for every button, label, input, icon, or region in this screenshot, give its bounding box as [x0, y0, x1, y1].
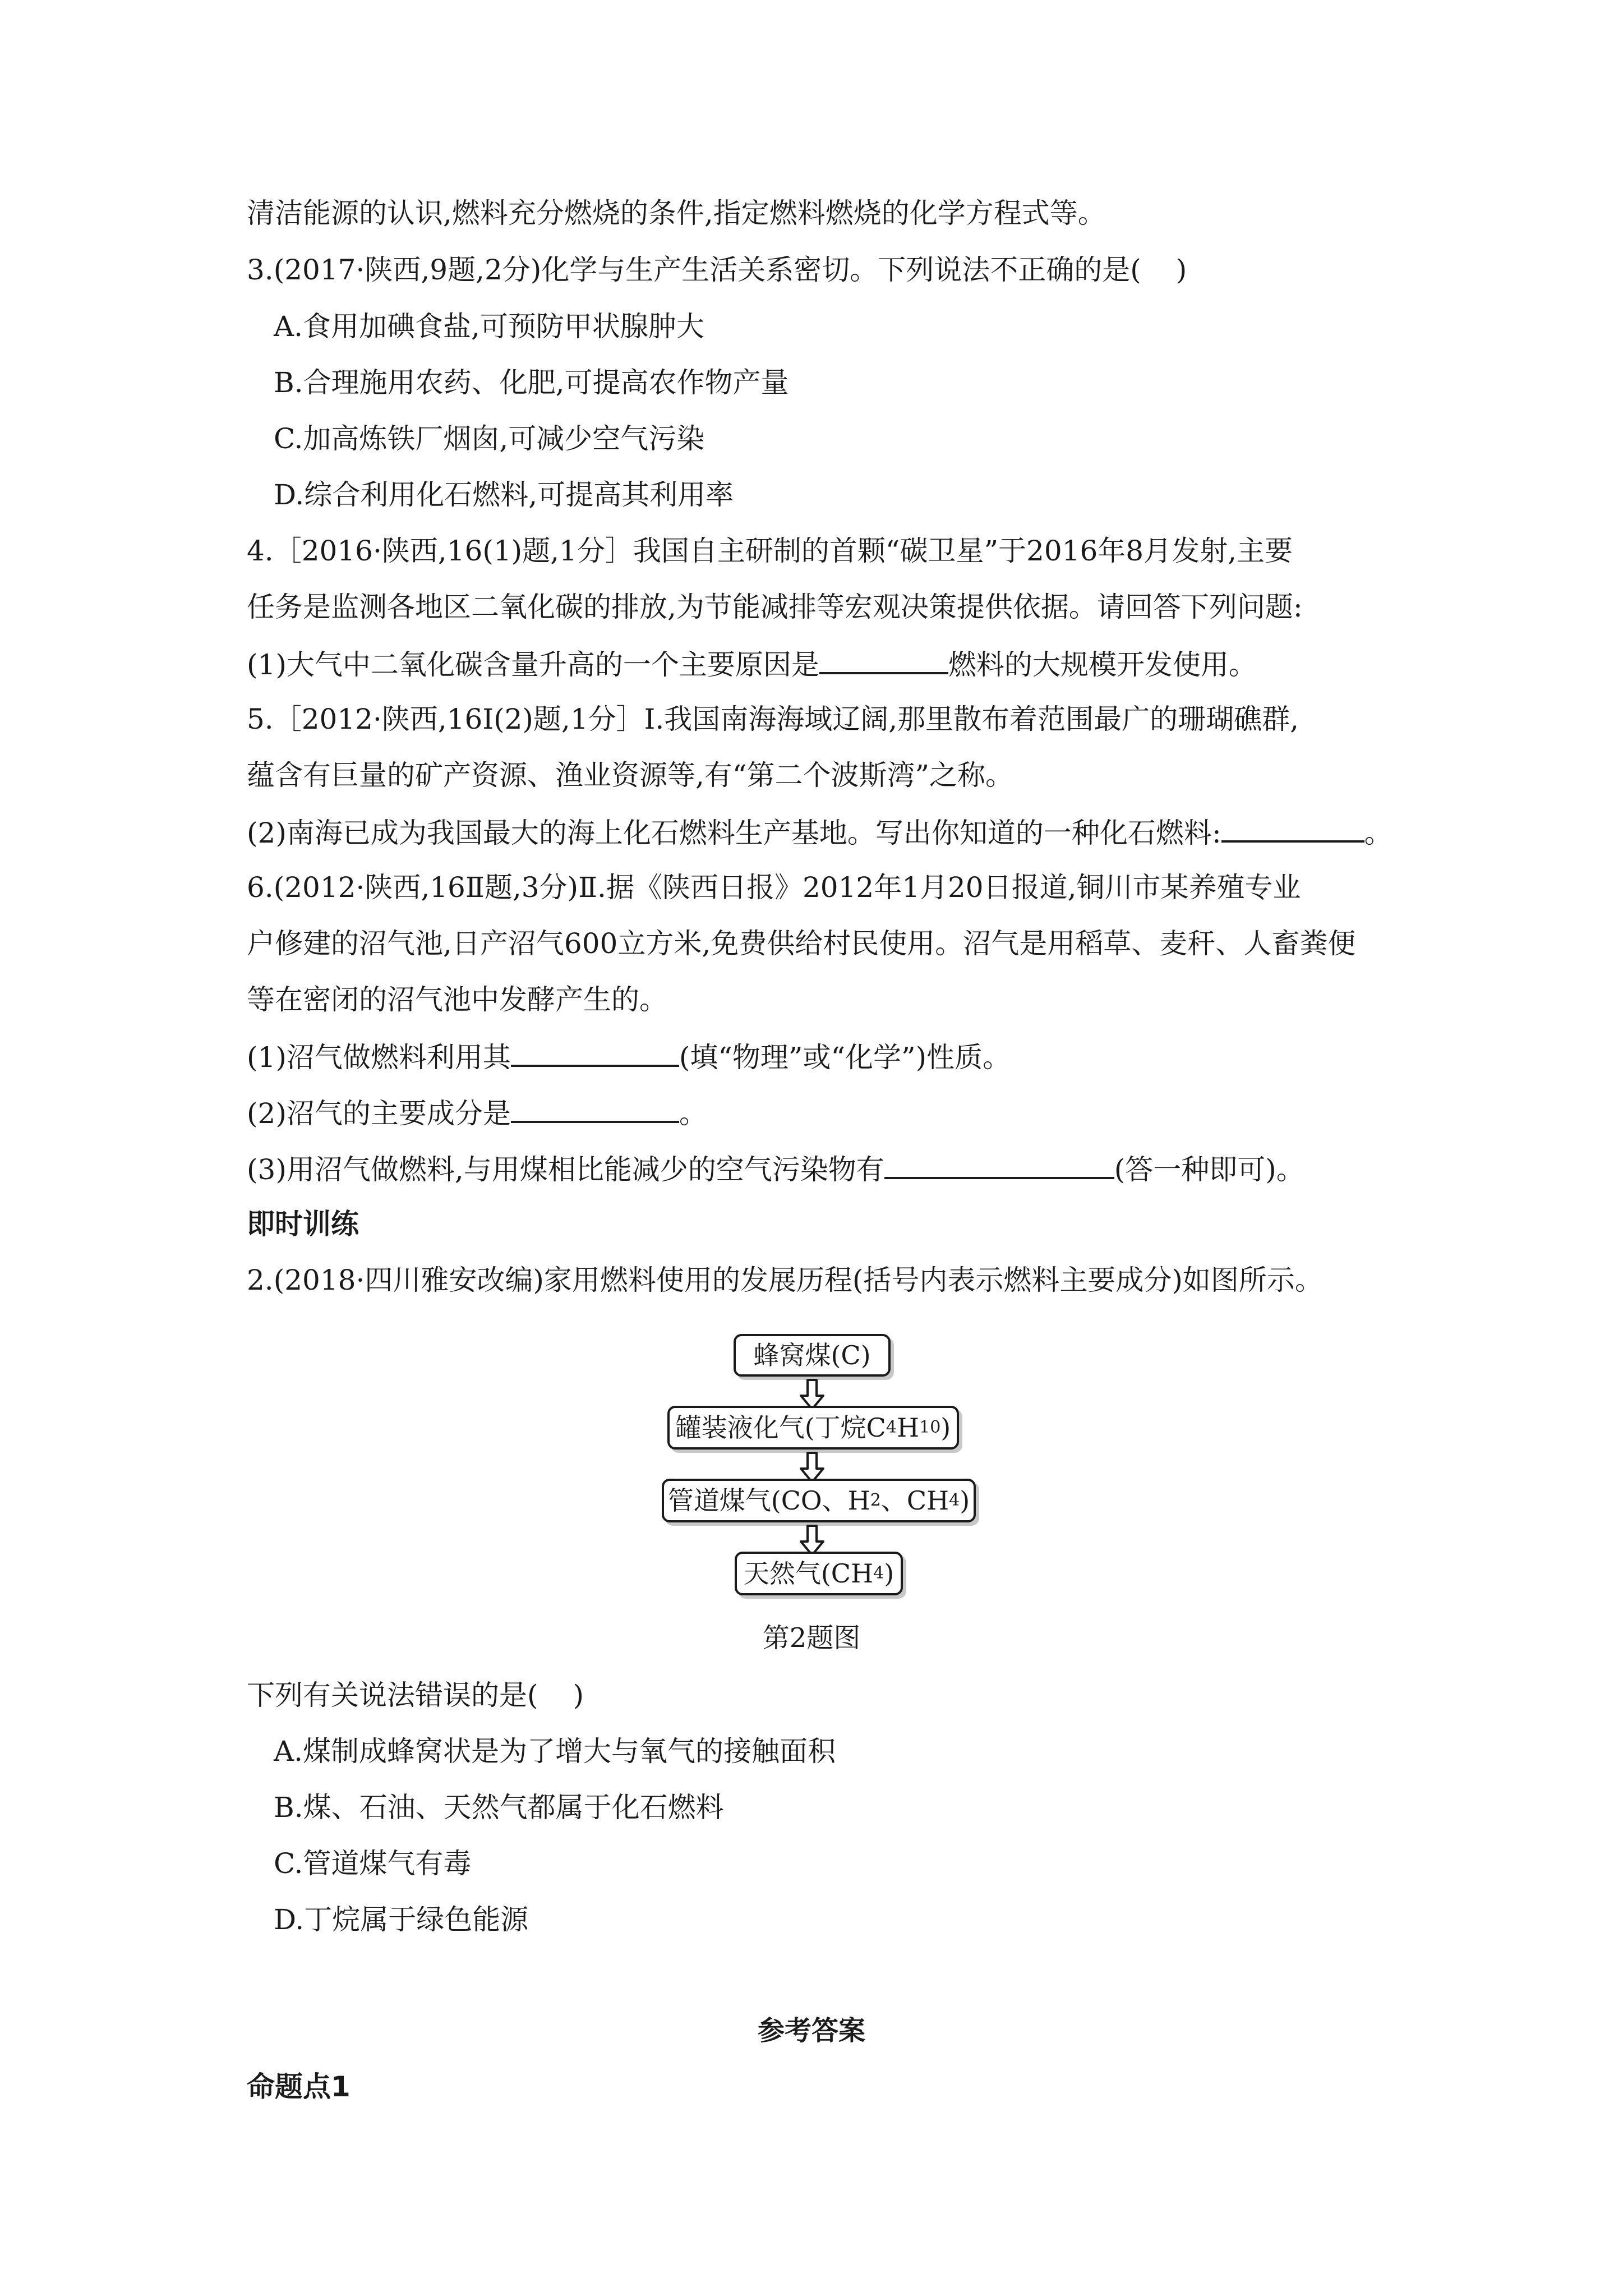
training-question-prompt: 下列有关说法错误的是( )	[247, 1679, 584, 1711]
fill-line: (1)沼气做燃料利用其 (填“物理”或“化学”)性质。	[247, 1039, 1011, 1074]
text-line: 蕴含有巨量的矿产资源、渔业资源等,有“第二个波斯湾”之称。	[247, 759, 1014, 792]
option-d: D.综合利用化石燃料,可提高其利用率	[274, 478, 734, 511]
flow-box-pipeline-gas: 管道煤气(CO、H 2 、CH 4 )	[662, 1479, 976, 1522]
fill-line: (2)南海已成为我国最大的海上化石燃料生产基地。写出你知道的一种化石燃料: 。	[247, 815, 1393, 850]
question-5: 5.［2012·陕西,16Ⅰ(2)题,1分］Ⅰ.我国南海海域辽阔,那里散布着范围最广的珊瑚礁群,	[247, 703, 1299, 735]
answers-title: 参考答案	[757, 2015, 865, 2046]
flow-box-natural-gas: 天然气(CH 4 )	[735, 1552, 903, 1595]
option-b: B.合理施用农药、化肥,可提高农作物产量	[274, 366, 789, 399]
section-label: 命题点1	[247, 2070, 351, 2103]
fill-line: (1)大气中二氧化碳含量升高的一个主要原因是 燃料的大规模开发使用。	[247, 646, 1257, 682]
training-question-2: 2.(2018·四川雅安改编)家用燃料使用的发展历程(括号内表示燃料主要成分)如图所示。	[247, 1264, 1323, 1296]
option-d: D.丁烷属于绿色能源	[274, 1903, 529, 1936]
text-line: 清洁能源的认识,燃料充分燃烧的条件,指定燃料燃烧的化学方程式等。	[247, 197, 1106, 229]
question-6: 6.(2012·陕西,16Ⅱ题,3分)Ⅱ.据《陕西日报》2012年1月20日报道,铜川市某养殖专业	[247, 871, 1301, 904]
option-a: A.煤制成蜂窝状是为了增大与氧气的接触面积	[274, 1735, 836, 1768]
option-a: A.食用加碘食盐,可预防甲状腺肿大	[274, 310, 704, 343]
fill-line: (2)沼气的主要成分是 。	[247, 1095, 707, 1130]
text-line: 等在密闭的沼气池中发酵产生的。	[247, 983, 667, 1016]
flow-box-canned-lpg: 罐装液化气(丁烷C 4 H 10 )	[667, 1406, 959, 1450]
option-c: C.加高炼铁厂烟囱,可减少空气污染	[274, 422, 705, 455]
figure-caption: 第2题图	[762, 1622, 861, 1654]
text-line: 户修建的沼气池,日产沼气600立方米,免费供给村民使用。沼气是用稻草、麦秆、人畜粪便	[247, 927, 1356, 960]
section-heading: 即时训练	[247, 1208, 359, 1240]
flow-box-honeycomb-coal: 蜂窝煤(C)	[734, 1334, 891, 1377]
question-4: 4.［2016·陕西,16(1)题,1分］我国自主研制的首颗“碳卫星”于2016年8月发射,主要	[247, 535, 1293, 567]
fill-line: (3)用沼气做燃料,与用煤相比能减少的空气污染物有 (答一种即可)。	[247, 1151, 1304, 1186]
option-b: B.煤、石油、天然气都属于化石燃料	[274, 1791, 724, 1824]
option-c: C.管道煤气有毒	[274, 1847, 472, 1880]
text-line: 任务是监测各地区二氧化碳的排放,为节能减排等宏观决策提供依据。请回答下列问题:	[247, 591, 1303, 623]
question-3: 3.(2017·陕西,9题,2分)化学与生产生活关系密切。下列说法不正确的是( )	[247, 254, 1187, 286]
